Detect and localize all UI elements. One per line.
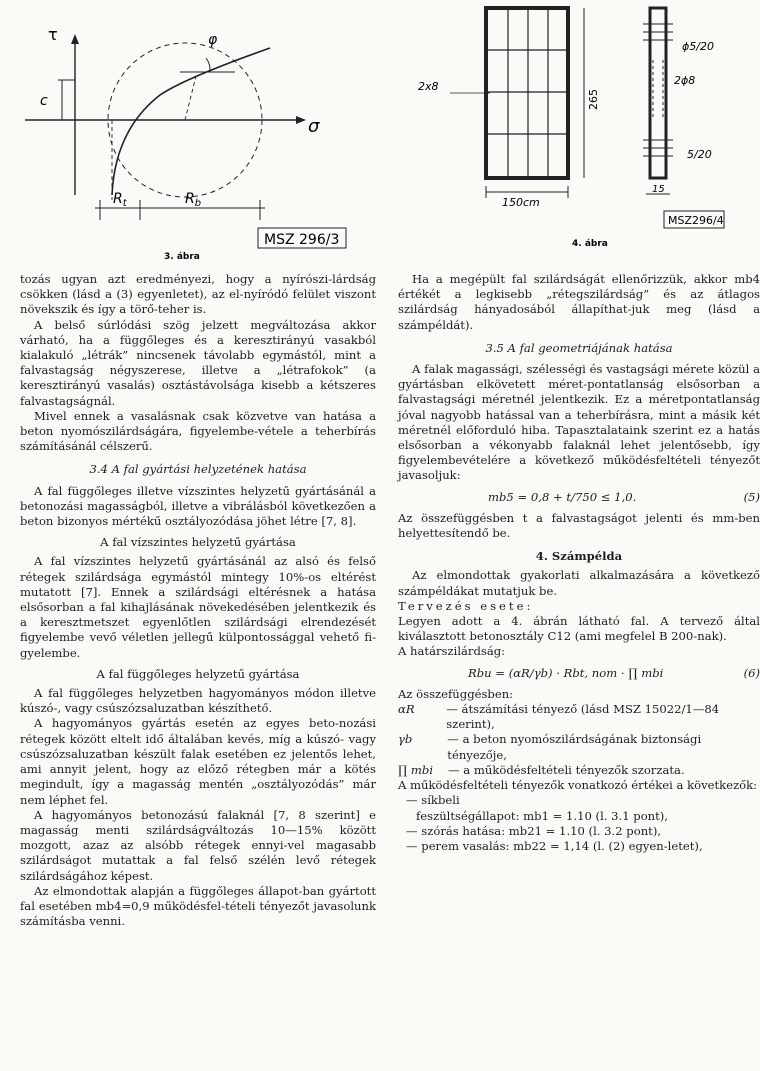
right-text (398, 272, 760, 854)
phi-label: φ (208, 32, 218, 48)
paragraph: A hagyományos betonozású falaknál [7, 8 szerint] e magasság menti szilárdságváltozás 10—15% között mozgott, azaz az alsóbb rétegek ennyi-vel magasabb szilárdságot mutattak a fal felső szélén levő rétegek szilárdságához képest. (20, 807, 376, 883)
paragraph: A hagyományos gyártás esetén az egyes beto-nozási rétegek között eltelt idő általában kevés, míg a kúszó- vagy csúszózsaluzatban készült falak esetében ez jelentős lehet, ami annyit jelent, hogy az előző rétegben már a kötés megindult, így a magasság mentén „osztályozódás” már nem léphet fel. (20, 716, 376, 807)
wall-section (650, 8, 666, 178)
sigma-label: σ (308, 116, 320, 137)
definition-list (398, 702, 760, 778)
rt-label: $R_t$ (113, 191, 127, 209)
list-item: — szórás hatása: mb21 = 1.10 (l. 3.2 pont), (406, 823, 662, 838)
failure-envelope (112, 48, 270, 195)
label-150: 150cm (502, 196, 540, 209)
section-heading-3-5: 3.5 A fal geometriájának hatása (485, 340, 673, 355)
paragraph: Legyen adott a 4. ábrán látható fal. A tervező által kiválasztott betonosztály C12 (ami megfelel B 200-nak). (398, 614, 760, 644)
factor-list (398, 793, 760, 854)
section-heading-3-4: 3.4 A fal gyártási helyzetének hatása (89, 462, 307, 477)
subheading-horizontal: A fal vízszintes helyzetű gyártása (100, 535, 296, 550)
formula-5-expression: mb5 = 0,8 + t/750 ≤ 1,0. (488, 489, 637, 504)
limit-strength-label: A határszilárdság: (398, 644, 506, 659)
list-item: — síkbeli (406, 793, 460, 808)
figure-3 (0, 0, 385, 262)
in-formula-label: Az összefüggésben: (398, 686, 514, 701)
formula-5 (398, 490, 760, 505)
tau-label: τ (48, 25, 58, 44)
paragraph: A fal függőleges helyzetben hagyományos módon illetve kúszó-, vagy csúszózsaluzatban készíthető. (20, 686, 376, 716)
label-265: 265 (587, 89, 600, 110)
paragraph: tozás ugyan azt eredményezi, hogy a nyírószi-lárdság csökken (lásd a (3) egyenletet), az el-nyíródó felület viszont növekszik és így a törő-teher is. (20, 272, 376, 317)
design-case-label: Tervezés esete: (398, 598, 534, 613)
formula-5-number: (5) (743, 489, 760, 504)
rb-label: $R_b$ (185, 191, 202, 209)
label-2phi8: 2ϕ8 (674, 74, 696, 87)
formula-6-number: (6) (743, 665, 760, 680)
label-2x8: 2x8 (418, 80, 439, 93)
subheading-vertical: A fal függőleges helyzetű gyártása (96, 666, 300, 681)
label-phi5-top: ϕ5/20 (682, 40, 714, 53)
fig3-caption: 3. ábra (164, 252, 200, 262)
paragraph: A működésfeltételi tényezők vonatkozó értékei a következők: (398, 778, 758, 793)
list-item: — perem vasalás: mb22 = 1,14 (l. (2) egyen-letet), (406, 838, 703, 853)
left-text (20, 272, 376, 929)
formula-6-expression: Rbu = (αR/γb) · Rbt, nom · ∏ mbi (468, 665, 664, 680)
paragraph: A falak magassági, szélességi és vastagsági mérete közül a gyártásban elkövetett méret-pontatlanság elsősorban a falvastagsági méretnél jelentkezik. Ez a méretpontatlanság jóval nagyobb hatással van a teherbírásra, mint a másik két méretnél előforduló hiba. Tapasztalataink szerint ez a hatás elsősorban a vékonyabb falaknál lehet jelentősebb, így figyelembevételére a következő működésfeltételi tényezőt javasoljuk: (398, 362, 760, 483)
wall-outline (486, 8, 568, 178)
paragraph: Az elmondottak gyakorlati alkalmazására a következő számpéldákat mutatjuk be. (398, 568, 760, 598)
paragraph: A fal függőleges illetve vízszintes helyzetű gyártásánál a betonozási magasságból, illetve a vibrálásból következően a beton bizonyos mértékű osztályozódása jöhet létre [7, 8]. (20, 483, 376, 529)
c-label: c (40, 93, 48, 109)
label-15: 15 (652, 184, 665, 195)
section-heading-4: 4. Számpélda (535, 549, 623, 564)
label-phi5-bottom: 5/20 (687, 148, 712, 161)
formula-6 (398, 666, 760, 681)
definition-item: αR — átszámítási tényező (lásd MSZ 15022/1—84 szerint), (398, 702, 720, 732)
list-item: feszültségállapot: mb1 = 1.10 (l. 3.1 pont), (416, 808, 669, 823)
fig4-caption: 4. ábra (572, 239, 608, 249)
paragraph: A belső súrlódási szög jelzett megváltozása akkor várható, ha a függőleges és a keresztirányú vasakból kialakuló „létrák” nincsenek távolabb egymástól, mint a falvastagság négyszerese, illetve a „létrafokok” (a keresztirányú vasalás) osztástávolsága kisebb a kétszeres falvastagságnál. (20, 317, 376, 408)
fig4-stamp: MSZ296/4 (668, 214, 724, 227)
definition-item: γb — a beton nyomószilárdságának biztonsági tényezője, (398, 732, 702, 762)
paragraph: Az elmondottak alapján a függőleges állapot-ban gyártott fal esetében mb4=0,9 működésfel-tételi tényezőt javasolunk számításba venni. (20, 883, 376, 929)
paragraph: Mivel ennek a vasalásnak csak közvetve van hatása a beton nyomószilárdságára, figyelembe-vétele a teherbírás számításánál célszerű. (20, 408, 376, 454)
fig3-stamp: MSZ 296/3 (264, 232, 340, 248)
paragraph: Az összefüggésben t a falvastagságot jelenti és mm-ben helyettesítendő be. (398, 510, 760, 541)
paragraph: Ha a megépült fal szilárdságát ellenőrizzük, akkor mb4 értékét a legkisebb „rétegszilárdság” és az átlagos szilárdság hányadosából állapíthat-juk meg (lásd a számpéldát). (398, 272, 760, 332)
definition-item: ∏ mbi — a működésfeltételi tényezők szorzata. (398, 762, 685, 777)
paragraph: A fal vízszintes helyzetű gyártásánál az alsó és felső rétegek szilárdsága egymástól mintegy 10%-os eltérést mutatott [7]. Ennek a szilárdsági eltérésnek a hatása elsősorban a fal kihajlásának növekedésében jelentkezik és a keresztmetszet egyenlőtlen szilárdsági elrendezését figyelembe vevő véletlen jellegű külpontossággal vehető fi-gyelembe. (20, 554, 376, 660)
figure-4 (398, 0, 760, 255)
